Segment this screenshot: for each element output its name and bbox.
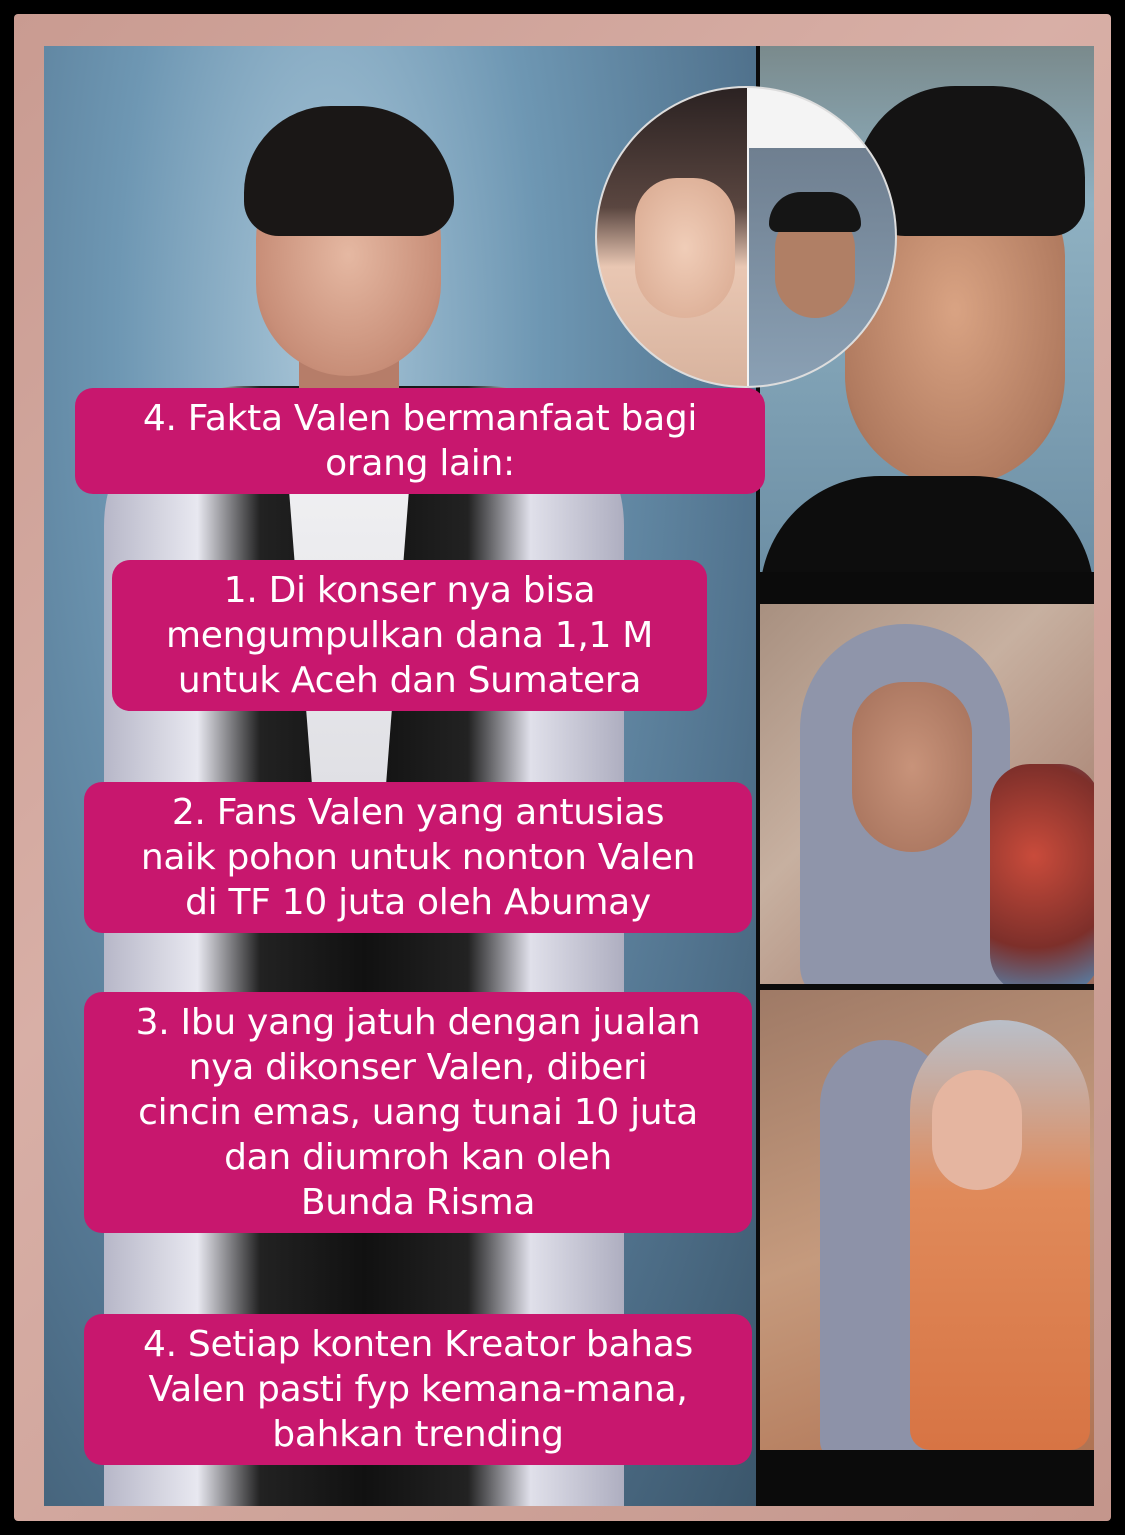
photo-woman-in-hijab xyxy=(760,604,1094,984)
caption-item-2: 2. Fans Valen yang antusias naik pohon untuk nonton Valen di TF 10 juta oleh Abumay xyxy=(84,782,752,933)
caption-item-1: 1. Di konser nya bisa mengumpulkan dana 1,1 M untuk Aceh dan Sumatera xyxy=(112,560,707,711)
collage xyxy=(44,46,1094,1506)
photo-two-women-hugging xyxy=(760,990,1094,1450)
flower-bouquet xyxy=(990,764,1094,984)
circle-inset-couple-photo xyxy=(597,88,895,386)
caption-heading: 4. Fakta Valen bermanfaat bagi orang lain: xyxy=(75,388,765,494)
smiling-face xyxy=(932,1070,1022,1190)
caption-item-3: 3. Ibu yang jatuh dengan jualan nya dikonser Valen, diberi cincin emas, uang tunai 10 juta dan diumroh kan oleh Bunda Risma xyxy=(84,992,752,1233)
singer-hair xyxy=(244,106,454,236)
caption-item-4: 4. Setiap konten Kreator bahas Valen pasti fyp kemana-mana, bahkan trending xyxy=(84,1314,752,1465)
woman-face xyxy=(635,178,735,318)
man-hair xyxy=(769,192,861,232)
woman-face xyxy=(852,682,972,852)
black-shirt xyxy=(760,476,1094,572)
